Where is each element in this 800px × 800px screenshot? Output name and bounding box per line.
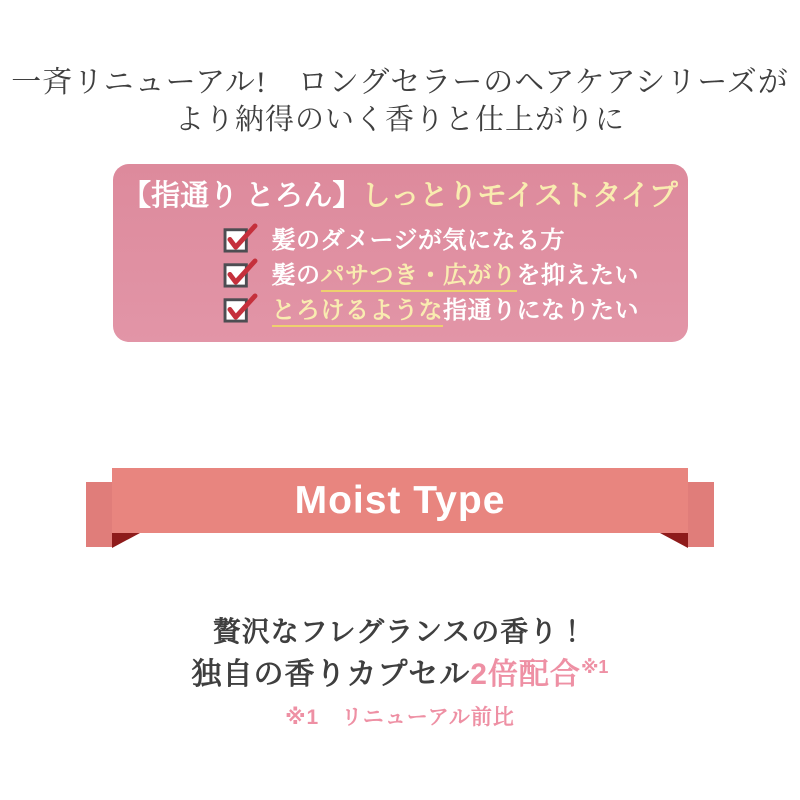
claim-line2: [0, 652, 800, 701]
checklist-text-segment: 髪のダメージが気になる方: [271, 227, 566, 254]
claim-line2-pink: 2倍配合: [470, 658, 581, 691]
checklist-text: [272, 290, 640, 325]
claim-note-mark: ※1: [580, 657, 609, 677]
checkbox-checked-icon: [223, 257, 260, 288]
checklist: [113, 223, 688, 322]
claim-line1: 贅沢なフレグランスの香り！: [212, 616, 588, 647]
checklist-text-segment: とろけるような: [272, 297, 444, 327]
checklist-text-segment: 指通りになりたい: [443, 297, 639, 324]
feature-box-title: [113, 176, 688, 216]
checklist-text: [272, 220, 566, 255]
claim-line2-dark: 独自の香りカプセル: [191, 658, 471, 691]
moist-type-ribbon: [86, 468, 714, 548]
checklist-item: [223, 258, 688, 287]
checklist-text-segment: パサつき・広がり: [321, 262, 517, 292]
checklist-text-segment: を抑えたい: [516, 262, 639, 289]
ribbon-tail-left: [86, 482, 112, 547]
checkbox-checked-icon: [223, 292, 260, 323]
feature-box-title-type: しっとりモイストタイプ: [361, 180, 678, 212]
headline: [0, 0, 800, 138]
checklist-item: [223, 223, 688, 252]
ribbon-tail-right: [688, 482, 714, 547]
checkbox-checked-icon: [223, 222, 260, 253]
checklist-item: [223, 293, 688, 322]
feature-box: [113, 164, 688, 342]
fragrance-claims: [0, 612, 800, 733]
ribbon-label: Moist Type: [294, 478, 506, 522]
headline-line2: より納得のいく香りと仕上がりに: [174, 104, 625, 136]
headline-line1: 一斉リニューアル! ロングセラーのヘアケアシリーズが: [11, 66, 789, 99]
checklist-text: [272, 255, 640, 290]
ribbon-fold-left: [112, 533, 140, 548]
ribbon-fold-right: [660, 533, 688, 548]
ribbon-band: [112, 468, 688, 533]
checklist-text-segment: 髪の: [271, 262, 321, 289]
claim-footnote: ※1 リニューアル前比: [285, 706, 515, 729]
feature-box-title-bracket: 【指通り とろん】: [122, 180, 362, 212]
